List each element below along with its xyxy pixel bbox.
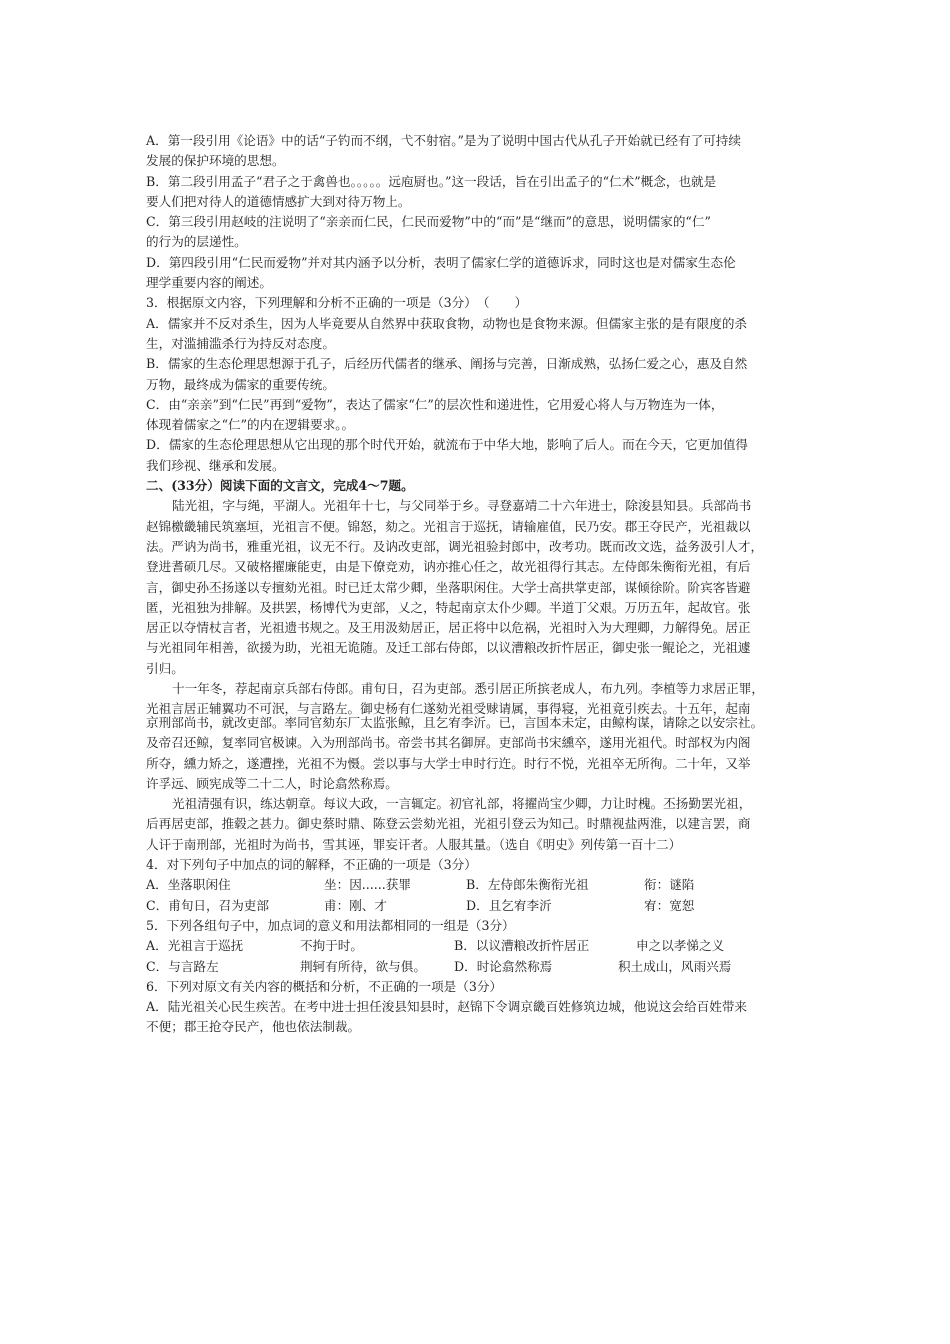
passage-line: 与光祖同年相善，欲援为助，光祖无诡随。及迁工部右侍郎，以议漕粮改折忤居正，御史张一鲲论之，光祖遽 [146,640,751,656]
option-sentence: C．与言路左 [146,958,219,974]
option-sentence: 积土成山，风雨兴焉 [618,958,732,974]
question-6-stem: 6．下列对原文有关内容的概括和分析，不正确的一项是（3分） [146,978,503,994]
text-line: 体现着儒家之“仁”的内在逻辑要求。。 [146,417,355,433]
text-line: C．由“亲亲”到“仁民”再到“爱物”，表达了儒家“仁”的层次性和递进性，它用爱心将人与万物连为一体， [146,396,724,412]
passage-line: 后再居吏部，推毂之甚力。御史蔡时鼎、陈登云尝劾光祖，光祖引登云为知己。时鼎视盐两淮，以建言罢，商 [146,816,751,832]
passage-line: 人讦于南刑部，光祖时为尚书，雪其诬，罪妄讦者。人服其量。（选自《明史》列传第一百十二） [146,836,682,852]
passage-line: 及帝召还鲸，复率同官极谏。入为刑部尚书。帝尝书其名御屏。吏部尚书宋纁卒，遂用光祖代。时部权为内阁 [146,735,751,751]
text-line: D．第四段引用“仁民而爱物”并对其内涵予以分析，表明了儒家仁学的道德诉求，同时这也是对儒家生态伦 [146,254,736,270]
option-sentence: 不拘于时。 [300,938,363,954]
option-explanation: 宥：宽恕 [644,897,695,913]
passage-line: 光祖言居正辅翼功不可泯，与言路左。御史杨有仁遂劾光祖受赇请属，事得寝，光祖竟引疾去。十五年，起南 [146,701,751,717]
text-line: B．第二段引用孟子“君子之于禽兽也。。。。。远庖厨也。”这一段话，旨在引出孟子的“仁术”概念，也就是 [146,173,717,189]
option-explanation: 坐：因......获罪 [324,877,411,893]
text-line: 理学重要内容的阐述。 [146,275,272,291]
question-6-option: 不便；郡王抢夺民产，他也依法制裁。 [146,1019,361,1035]
question-5-option-row [146,936,782,956]
question-5-option-row [146,957,782,977]
option-sentence: D．且乞宥李沂 [466,897,552,913]
question-3-stem: 3．根据原文内容，下列理解和分析不正确的一项是（3分） （ ） [146,295,528,311]
text-line: A．第一段引用《论语》中的话“子钓而不纲，弋不射宿。”是为了说明中国古代从孔子开始就已经有了可持续 [146,133,741,148]
passage-line: 匿，光祖独为排解。及拱罢，杨博代为吏部，乂之，特起南京太仆少卿。半道丁父艰。万历五年，起故官。张 [146,599,751,615]
text-line: 我们珍视、继承和发展。 [146,457,285,473]
passage-line: 赵锦檄畿辅民筑塞垣，光祖言不便。锦怒，劾之。光祖言于巡抚，请输雇值，民乃安。郡王夺民产，光祖裁以 [146,518,751,534]
passage-line: 居正以夺情杖言者，光祖遗书规之。及王用汲劾居正，居正将中以危祸，光祖时入为大理卿，力解得免。居正 [146,620,751,636]
text-line: C．第三段引用赵岐的注说明了“亲亲而仁民，仁民而爱物”中的“而”是“继而”的意思，说明儒家的“仁” [146,214,711,230]
option-sentence: C．甫旬日，召为吏部 [146,897,269,913]
passage-line: 法。严讷为尚书，雅重光祖，议无不行。及讷改吏部，调光祖验封郎中，改考功。既而改文选，益务汲引人才， [146,538,764,554]
question-block-options [146,131,782,720]
question-5-stem: 5．下列各组句子中，加点词的意义和用法都相同的一组是（3分） [146,917,515,933]
section-2-heading: 二、(33分）阅读下面的文言文，完成4～7题。 [146,478,414,494]
option-sentence: B．以议漕粮改折忤居正 [454,938,590,954]
passage-line: 言，御史孙丕扬遂以专擅劾光祖。时已迁太常少卿，坐落职闲住。大学士高拱掌吏部，谋倾徐阶。阶宾客皆避 [146,579,751,595]
question-6-option: A．陆光祖关心民生疾苦。在考中进士担任浚县知县时，赵锦下令调京畿百姓修筑边城，他说这会给百姓带来 [146,999,748,1015]
passage-line: 京刑部尚书，就改吏部。率同官劾东厂太监张鲸，且乞宥李沂。已，言国本未定，由鲸构谋，请除之以安宗社。 [146,715,764,730]
text-line: A．儒家并不反对杀生，因为人毕竟要从自然界中获取食物，动物也是食物来源。但儒家主张的是有限度的杀 [146,315,748,331]
option-explanation: 衔：谜陷 [644,877,695,893]
text-line: D．儒家的生态伦理思想从它出现的那个时代开始，就流布于中华大地，影响了后人。而在今天，它更加值得 [146,437,749,453]
option-sentence: D．时论翕然称焉 [454,958,553,974]
passage-line: 所夺，纁力矫之，遂遭挫，光祖不为慑。尝以事与大学士申时行迕。时行不悦，光祖卒无所徇。二十年，又举 [146,755,751,771]
option-sentence: A．光祖言于巡抚 [146,938,244,954]
option-explanation: 甫：刚、才 [324,897,387,913]
passage-line: 许孚远、顾宪成等二十二人，时论翕然称焉。 [146,775,398,791]
text-line: 生，对滥捕滥杀行为持反对态度。 [146,335,335,351]
passage-line: 登进耆硕几尽。又破格擢廉能吏，由是下僚竞劝，讷亦推心任之，故光祖得行其志。左侍郎朱衡衔光祖，有后 [146,559,751,575]
text-line: B．儒家的生态伦理思想源于孔子，后经历代儒者的继承、阐扬与完善，日渐成熟，弘扬仁爱之心，惠及自然 [146,356,748,372]
question-4-option-row [146,896,782,916]
passage-line: 陆光祖，字与绳，平湖人。光祖年十七，与父同举于乡。寻登嘉靖二十六年进士，除浚县知县。兵部尚书 [172,498,752,514]
question-4-stem: 4．对下列句子中加点的词的解释，不正确的一项是（3分） [146,857,477,873]
option-sentence: 荆轲有所待，欲与俱。 [300,958,426,974]
text-line: 要人们把对待人的道德情感扩大到对待万物上。 [146,193,411,209]
question-4-option-row [146,875,782,895]
option-sentence: A．坐落职闲住 [146,877,231,893]
option-sentence: B．左侍郎朱衡衔光祖 [466,877,589,893]
text-line: 发展的保护环境的思想。 [146,153,285,169]
question-block-passage-continued [146,713,782,1038]
passage-line: 十一年冬，荐起南京兵部右侍郎。甫旬日，召为吏部。悉引居正所摈老成人，布九列。李植等力求居正罪， [172,681,764,697]
passage-line: 光祖清强有识，练达朝章。每议大政，一言辄定。初官礼部，将擢尚宝少卿，力让时槐。丕扬勤罢光祖， [172,796,752,812]
text-line: 的行为的层递性。 [146,234,247,250]
option-sentence: 申之以孝悌之义 [636,938,725,954]
passage-line: 引归。 [146,660,184,676]
text-line: 万物，最终成为儒家的重要传统。 [146,376,335,392]
